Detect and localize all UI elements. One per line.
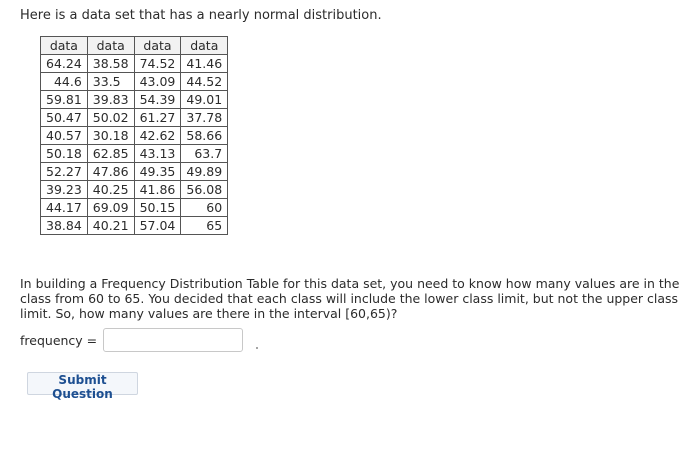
intro-text: Here is a data set that has a nearly normal distribution.: [20, 8, 382, 23]
table-cell: 57.04: [134, 217, 181, 235]
question-text: In building a Frequency Distribution Table for this data set, you need to know how many values are in the class from 60 to 65. You decided that each class will include the lower class limit, but not the upper class limit. So, how many values are there in the interval [60,65)?: [20, 276, 680, 321]
table-cell: 50.18: [41, 145, 88, 163]
frequency-input[interactable]: [103, 328, 243, 352]
table-cell: 69.09: [87, 199, 134, 217]
table-cell: 59.81: [41, 91, 88, 109]
frequency-label: frequency =: [20, 332, 98, 348]
table-cell: 50.47: [41, 109, 88, 127]
table-row: [41, 163, 228, 181]
table-cell: 38.58: [87, 55, 134, 73]
table-row: [41, 91, 228, 109]
table-cell: 39.23: [41, 181, 88, 199]
table-cell: 64.24: [41, 55, 88, 73]
table-cell: 50.15: [134, 199, 181, 217]
table-row: [41, 109, 228, 127]
table-row: [41, 217, 228, 235]
table-cell: 44.52: [181, 73, 228, 91]
table-cell: 43.13: [134, 145, 181, 163]
table-cell: 58.66: [181, 127, 228, 145]
column-header: data: [87, 37, 134, 55]
table-body: [41, 55, 228, 235]
table-row: [41, 127, 228, 145]
data-table: [40, 36, 228, 235]
table-cell: 44.6: [41, 73, 88, 91]
table-cell: 44.17: [41, 199, 88, 217]
submit-question-button[interactable]: Submit Question: [27, 372, 138, 395]
table-cell: 62.85: [87, 145, 134, 163]
column-header: data: [41, 37, 88, 55]
table-cell: 52.27: [41, 163, 88, 181]
table-cell: 74.52: [134, 55, 181, 73]
stray-dot: [256, 347, 258, 349]
table-cell: 47.86: [87, 163, 134, 181]
table-cell: 54.39: [134, 91, 181, 109]
table-cell: 49.35: [134, 163, 181, 181]
table-cell: 42.62: [134, 127, 181, 145]
table-row: [41, 73, 228, 91]
table-cell: 60: [181, 199, 228, 217]
table-header-row: [41, 37, 228, 55]
table-cell: 63.7: [181, 145, 228, 163]
table-row: [41, 55, 228, 73]
table-row: [41, 181, 228, 199]
table-cell: 61.27: [134, 109, 181, 127]
table-cell: 56.08: [181, 181, 228, 199]
table-cell: 30.18: [87, 127, 134, 145]
table-row: [41, 145, 228, 163]
table-cell: 43.09: [134, 73, 181, 91]
table-cell: 37.78: [181, 109, 228, 127]
table-cell: 50.02: [87, 109, 134, 127]
table-cell: 39.83: [87, 91, 134, 109]
table-row: [41, 199, 228, 217]
column-header: data: [181, 37, 228, 55]
table-cell: 41.86: [134, 181, 181, 199]
table-cell: 40.21: [87, 217, 134, 235]
table-cell: 41.46: [181, 55, 228, 73]
table-cell: 38.84: [41, 217, 88, 235]
table-cell: 40.57: [41, 127, 88, 145]
table-cell: 65: [181, 217, 228, 235]
table-cell: 49.89: [181, 163, 228, 181]
answer-row: [20, 328, 243, 352]
table-cell: 49.01: [181, 91, 228, 109]
table-cell: 33.5: [87, 73, 134, 91]
column-header: data: [134, 37, 181, 55]
table-cell: 40.25: [87, 181, 134, 199]
